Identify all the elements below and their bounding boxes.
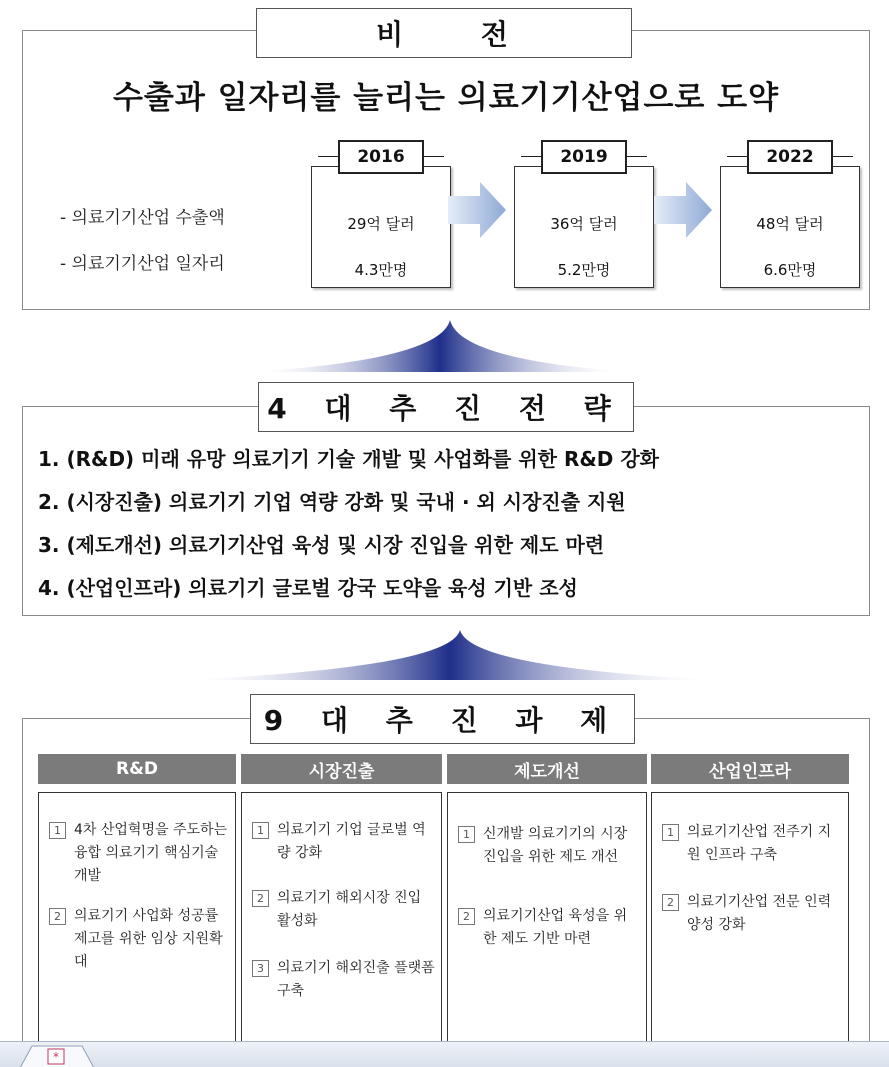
export-metric-label: - 의료기기산업 수출액 <box>60 208 225 228</box>
task-number: 3 <box>252 960 269 977</box>
task-item <box>49 819 229 888</box>
milestone-year: 2019 <box>560 147 608 167</box>
bottom-taskbar <box>0 1041 889 1067</box>
task-number: 1 <box>252 822 269 839</box>
task-number: 2 <box>49 908 66 925</box>
milestone-jobs-value: 4.3만명 <box>354 261 408 279</box>
sheet-tab[interactable] <box>18 1044 96 1067</box>
task-column-market <box>241 792 442 1067</box>
task-item <box>49 905 229 974</box>
strategy-item: 2. (시장진출) 의료기기 기업 역량 강화 및 국내 · 외 시장진출 지원 <box>38 490 626 514</box>
milestone-jobs-value: 6.6만명 <box>763 261 817 279</box>
task-text: 의료기기산업 전주기 지원 인프라 구축 <box>687 824 832 863</box>
strategy-item: 3. (제도개선) 의료기기산업 육성 및 시장 진입을 위한 제도 마련 <box>38 533 605 557</box>
task-item <box>252 887 435 933</box>
up-arrow-icon <box>180 624 720 684</box>
task-text: 의료기기산업 전문 인력 양성 강화 <box>687 894 832 933</box>
column-header-rnd: R&D <box>38 754 236 784</box>
task-number: 2 <box>458 908 475 925</box>
task-text: 의료기기 사업화 성공률 제고를 위한 임상 지원확대 <box>74 908 223 970</box>
milestone-box-2016 <box>311 147 451 288</box>
column-header-market: 시장진출 <box>241 754 442 784</box>
task-item <box>252 819 435 865</box>
task-number: 2 <box>252 890 269 907</box>
vision-title: 비 전 <box>256 8 632 58</box>
task-text: 4차 산업혁명을 주도하는 융합 의료기기 핵심기술 개발 <box>74 822 228 884</box>
task-number: 1 <box>458 826 475 843</box>
milestone-export-value: 36억 달러 <box>550 215 618 233</box>
column-header-regulation: 제도개선 <box>447 754 647 784</box>
task-item <box>458 905 640 951</box>
milestone-year: 2016 <box>357 147 405 167</box>
task-text: 의료기기산업 육성을 위한 제도 기반 마련 <box>483 908 628 947</box>
task-column-rnd <box>38 792 236 1067</box>
task-title: 9 대 추 진 과 제 <box>250 694 635 744</box>
milestone-year-tag <box>338 140 424 174</box>
task-text: 의료기기 해외진출 플랫폼 구축 <box>277 960 435 999</box>
milestone-box-2019 <box>514 147 654 288</box>
milestone-export-value: 29억 달러 <box>347 215 415 233</box>
right-arrow-icon <box>448 180 508 240</box>
task-item <box>458 823 640 869</box>
task-item <box>252 957 435 1003</box>
milestone-year-tag <box>747 140 833 174</box>
svg-text:*: * <box>53 1050 59 1064</box>
milestone-year-tag <box>541 140 627 174</box>
vision-slogan: 수출과 일자리를 늘리는 의료기기산업으로 도약 <box>112 80 780 116</box>
right-arrow-icon <box>654 180 714 240</box>
strategy-title: 4 대 추 진 전 략 <box>258 382 634 432</box>
task-column-infra <box>651 792 849 1067</box>
milestone-year: 2022 <box>766 147 814 167</box>
task-item <box>662 891 842 937</box>
up-arrow-icon <box>250 316 630 376</box>
task-number: 1 <box>662 824 679 841</box>
task-item <box>662 821 842 867</box>
task-text: 의료기기 해외시장 진입 활성화 <box>277 890 422 929</box>
column-header-infra: 산업인프라 <box>651 754 849 784</box>
task-column-regulation <box>447 792 647 1067</box>
milestone-box-2022 <box>720 147 860 288</box>
task-number: 1 <box>49 822 66 839</box>
task-text: 신개발 의료기기의 시장 진입을 위한 제도 개선 <box>483 826 628 865</box>
task-text: 의료기기 기업 글로벌 역량 강화 <box>277 822 426 861</box>
jobs-metric-label: - 의료기기산업 일자리 <box>60 254 225 274</box>
milestone-export-value: 48억 달러 <box>756 215 824 233</box>
strategy-item: 4. (산업인프라) 의료기기 글로벌 강국 도약을 육성 기반 조성 <box>38 576 578 600</box>
strategy-item: 1. (R&D) 미래 유망 의료기기 기술 개발 및 사업화를 위한 R&D 강화 <box>38 447 659 471</box>
milestone-jobs-value: 5.2만명 <box>557 261 611 279</box>
task-number: 2 <box>662 894 679 911</box>
star-icon <box>48 1049 64 1064</box>
